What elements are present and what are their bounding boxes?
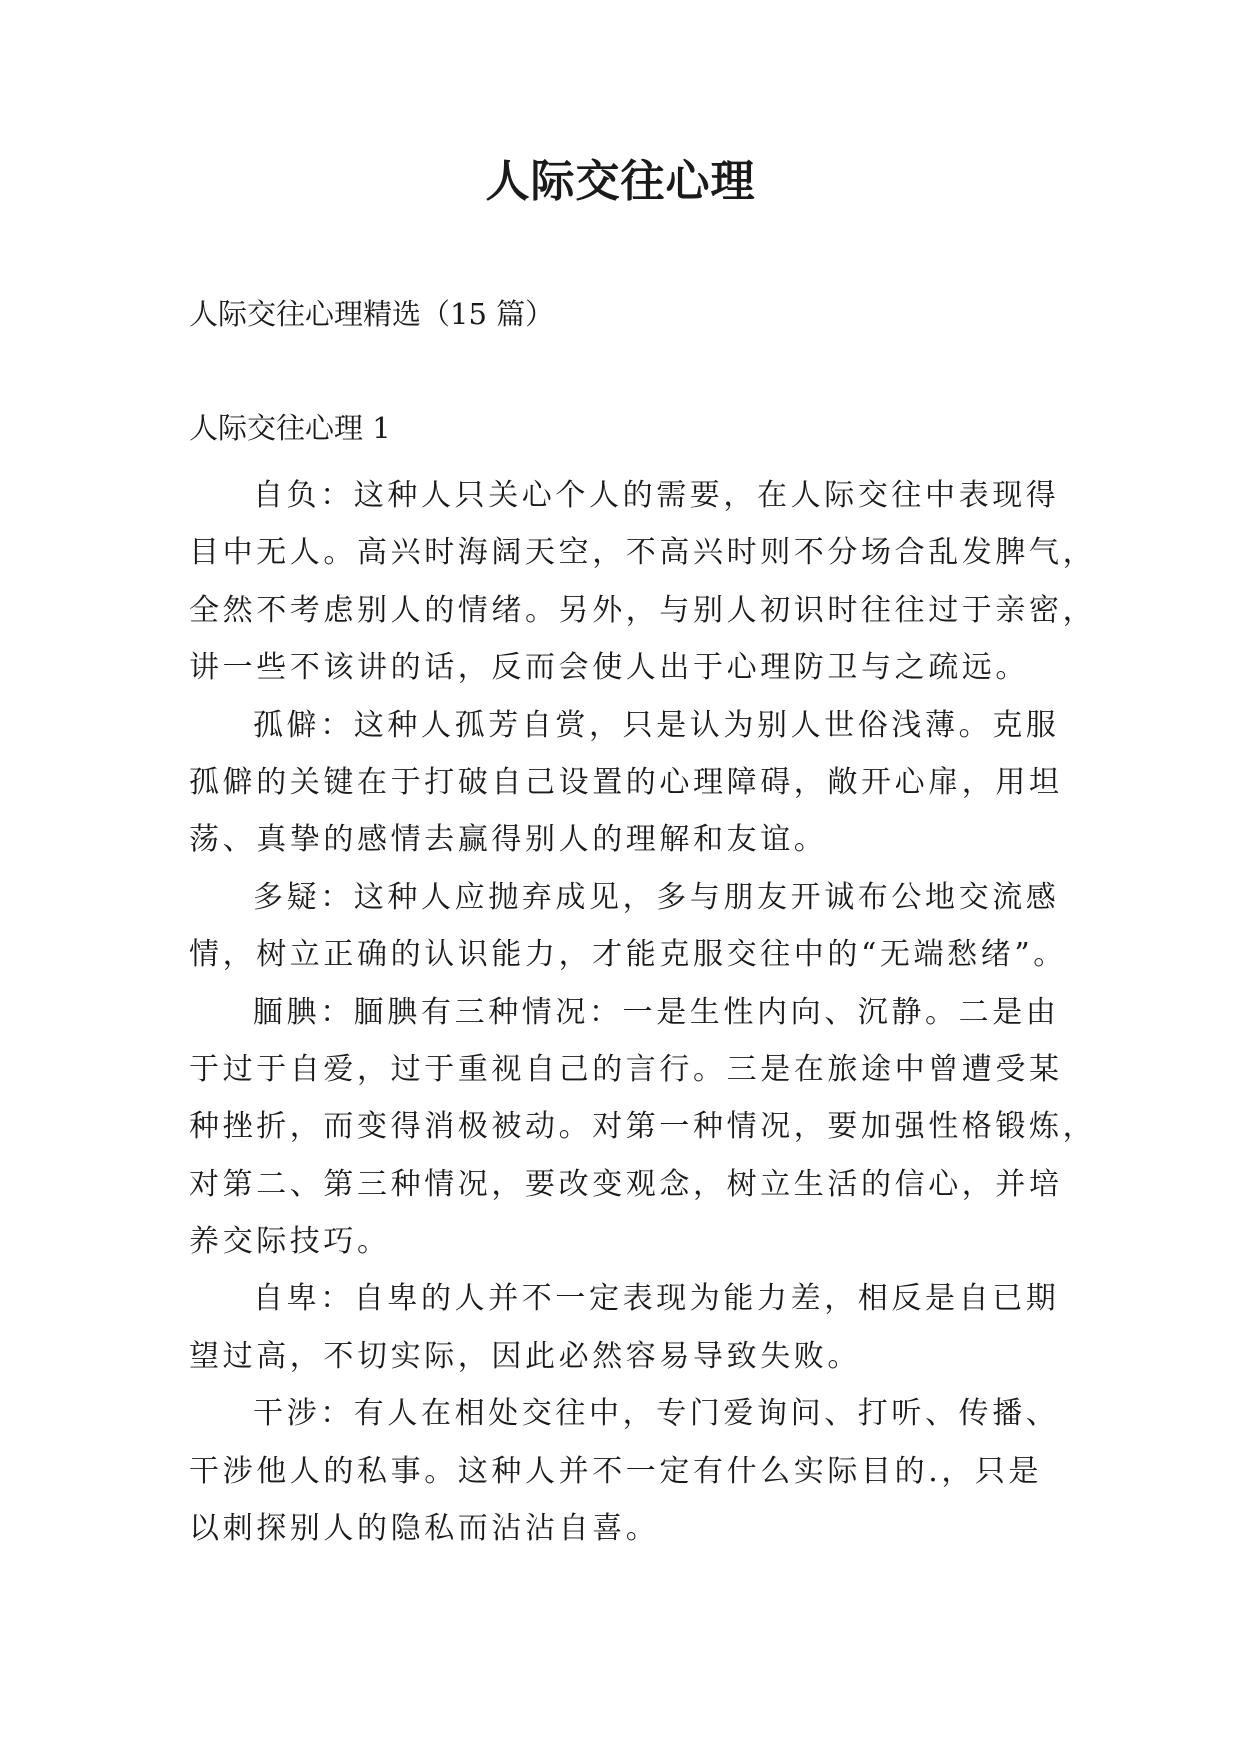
paragraph-line: 望过高，不切实际，因此必然容易导致失败。 bbox=[189, 1338, 861, 1374]
paragraph-line: 自卑：自卑的人并不一定表现为能力差，相反是自已期 bbox=[253, 1281, 1060, 1317]
paragraph bbox=[189, 467, 1097, 697]
paragraph bbox=[189, 1270, 1060, 1385]
paragraph-line: 以刺探别人的隐私而沾沾自喜。 bbox=[189, 1511, 660, 1547]
document-subtitle: 人际交往心理精选（15 篇） bbox=[189, 297, 555, 331]
paragraph-line: 干涉他人的私事。这种人并不一定有什么实际目的.，只是 bbox=[189, 1453, 1043, 1489]
paragraph-line: 孤僻的关键在于打破自己设置的心理障碍，敞开心扉，用坦 bbox=[189, 764, 1063, 800]
paragraph-line: 对第二、第三种情况，要改变观念，树立生活的信心，并培 bbox=[189, 1166, 1063, 1202]
paragraph-line: 目中无人。高兴时海阔天空，不高兴时则不分场合乱发脾气， bbox=[189, 535, 1097, 571]
paragraph-line: 多疑：这种人应抛弃成见，多与朋友开诚布公地交流感 bbox=[253, 879, 1060, 915]
paragraph-line: 于过于自爱，过于重视自己的言行。三是在旅途中曾遭受某 bbox=[189, 1051, 1063, 1087]
paragraph bbox=[189, 869, 1067, 984]
paragraph bbox=[189, 984, 1097, 1271]
paragraph-line: 讲一些不该讲的话，反而会使人出于心理防卫与之疏远。 bbox=[189, 650, 1029, 686]
paragraph-line: 种挫折，而变得消极被动。对第一种情况，要加强性格锻炼， bbox=[189, 1109, 1097, 1145]
section-heading: 人际交往心理 1 bbox=[189, 411, 391, 445]
paragraph-line: 自负：这种人只关心个人的需要，在人际交往中表现得 bbox=[253, 478, 1060, 513]
paragraph-line: 全然不考虑别人的情绪。另外，与别人初识时往往过于亲密， bbox=[189, 592, 1097, 628]
paragraph-line: 腼腆：腼腆有三种情况：一是生性内向、沉静。二是由 bbox=[253, 994, 1060, 1030]
paragraph-line: 干涉：有人在相处交往中，专门爱询问、打听、传播、 bbox=[253, 1396, 1060, 1432]
body-text bbox=[189, 467, 1097, 1557]
paragraph bbox=[189, 1385, 1060, 1557]
paragraph-line: 情，树立正确的认识能力，才能克服交往中的“无端愁绪”。 bbox=[189, 937, 1067, 973]
paragraph-line: 养交际技巧。 bbox=[189, 1224, 391, 1260]
document-title: 人际交往心理 bbox=[485, 156, 756, 207]
paragraph bbox=[189, 697, 1063, 869]
paragraph-line: 荡、真挚的感情去赢得别人的理解和友谊。 bbox=[189, 822, 828, 858]
paragraph-line: 孤僻：这种人孤芳自赏，只是认为别人世俗浅薄。克服 bbox=[253, 707, 1060, 743]
